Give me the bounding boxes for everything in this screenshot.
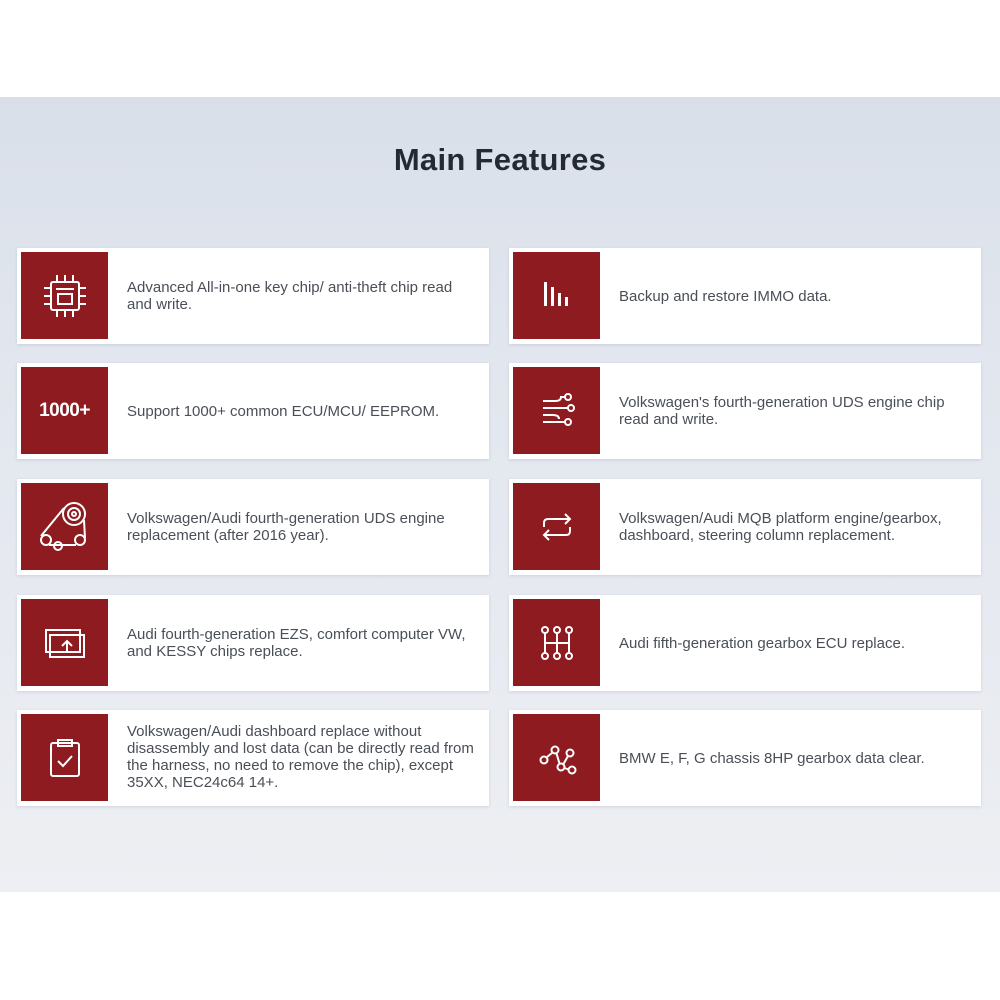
feature-card-mqb xyxy=(509,479,981,575)
feature-card-immo xyxy=(509,248,981,344)
gear-shift-icon xyxy=(513,599,600,686)
feature-text: Volkswagen/Audi MQB platform engine/gearbox, dashboard, steering column replacement. xyxy=(619,510,942,544)
data-flow-icon xyxy=(513,367,600,454)
feature-text: Advanced All-in-one key chip/ anti-theft chip read and write. xyxy=(127,279,453,313)
feature-text: Support 1000+ common ECU/MCU/ EEPROM. xyxy=(127,402,440,420)
screen-upload-icon xyxy=(21,599,108,686)
node-graph-icon xyxy=(513,714,600,801)
feature-text: Volkswagen/Audi fourth-generation UDS engine replacement (after 2016 year). xyxy=(127,510,445,544)
feature-card-ezs xyxy=(17,595,489,691)
feature-text: Backup and restore IMMO data. xyxy=(619,287,832,305)
bar-chart-icon xyxy=(513,252,600,339)
badge-text: 1000+ xyxy=(39,399,90,421)
feature-card-ecu xyxy=(17,363,489,459)
feature-text: BMW E, F, G chassis 8HP gearbox data clear. xyxy=(619,749,925,767)
page-title: Main Features xyxy=(393,142,607,177)
feature-card-gearbox xyxy=(509,595,981,691)
feature-text: Volkswagen's fourth-generation UDS engine chip read and write. xyxy=(619,394,945,428)
feature-text: Volkswagen/Audi dashboard replace without disassembly and lost data (can be directly read from the harness, no need to remove the chip), except 35XX, NEC24c64 14+. xyxy=(127,723,474,791)
1000-plus-badge xyxy=(21,367,108,454)
swap-arrows-icon xyxy=(513,483,600,570)
engine-belt-icon xyxy=(21,483,108,570)
chip-icon xyxy=(21,252,108,339)
feature-text: Audi fourth-generation EZS, comfort computer VW, and KESSY chips replace. xyxy=(127,626,466,660)
feature-card-engine xyxy=(17,479,489,575)
feature-card-bmw xyxy=(509,710,981,806)
feature-card-chip xyxy=(17,248,489,344)
feature-card-uds-chip xyxy=(509,363,981,459)
clipboard-check-icon xyxy=(21,714,108,801)
feature-text: Audi fifth-generation gearbox ECU replace. xyxy=(619,634,905,652)
feature-card-dashboard xyxy=(17,710,489,806)
